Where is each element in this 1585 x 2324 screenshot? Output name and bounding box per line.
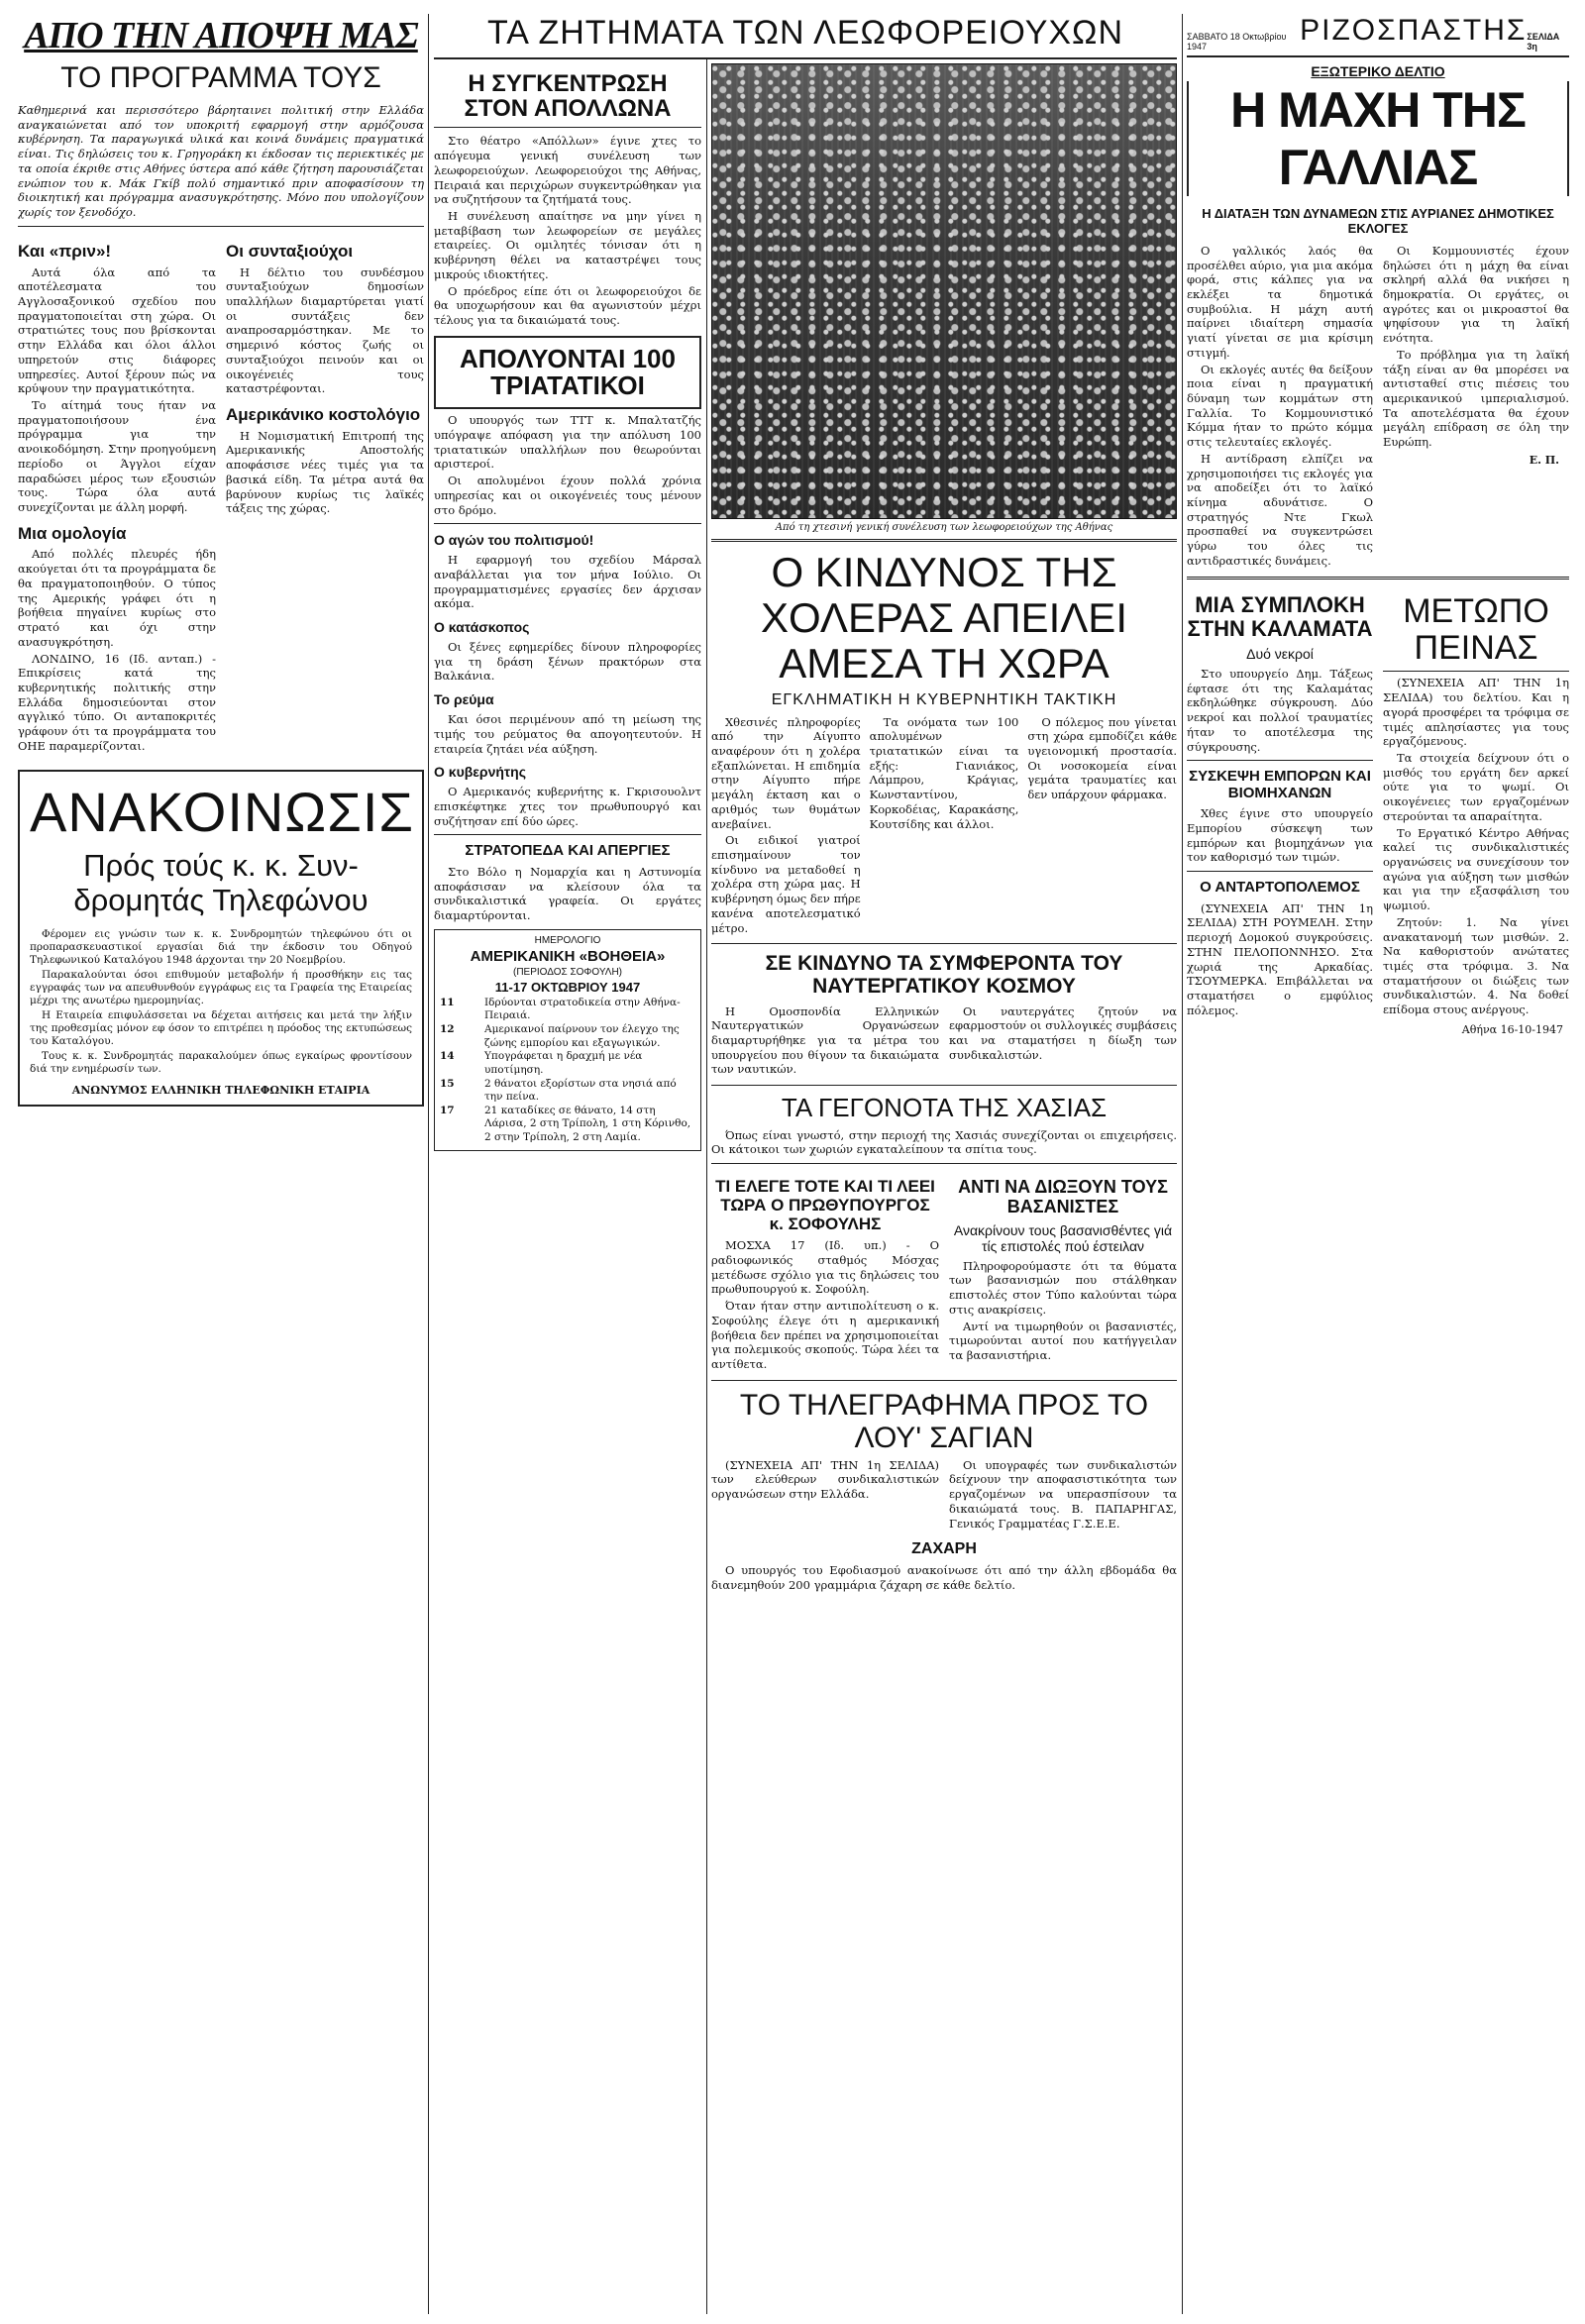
column-2 xyxy=(434,63,701,2314)
paragraph: Οι ειδικοί γιατροί επισημαίνουν τον κίνδυνο να μεταδοθεί η χολέρα στη χώρα μας. Η κυβέρνηση όμως δεν πήρε κανένα αποτελεσματικό μέτρο. xyxy=(711,833,861,935)
paragraph: Το αίτημά τους ήταν να πραγματοποιήσουν ένα πρόγραμμα για την ανοικοδόμηση. Στην προηγούμενη περίοδο οι Άγγλοι είχαν παραδώσει μέρος των εξουσιών τους. Τώρα όλα αυτά συνεχίζονται με άλλη μορφή. xyxy=(18,397,216,514)
paragraph: Οι απολυμένοι έχουν πολλά χρόνια υπηρεσίας και οι οικογένειές τους μένουν στο δρόμο. xyxy=(434,474,701,517)
telegram-headline: ΤΟ ΤΗΛΕΓΡΑΦΗΜΑ ΠΡΟΣ ΤΟ ΛΟΥ' ΣΑΓΙΑΝ xyxy=(739,1388,1149,1454)
paragraph: Και όσοι περιμένουν από τη μείωση της τιμής του ρεύματος θα απογοητευτούν. Η εταιρεία ζητάει νέα αύξηση. xyxy=(434,712,701,756)
cholera-headline: Ο ΚΙΝΔΥΝΟΣ ΤΗΣ ΧΟΛΕΡΑΣ ΑΠΕΙΛΕΙ ΑΜΕΣΑ ΤΗ ΧΩΡΑ xyxy=(761,549,1127,687)
assembly-photo xyxy=(711,63,1177,519)
calendar-title: ΑΜΕΡΙΚΑΝΙΚΗ «ΒΟΗΘΕΙΑ» xyxy=(470,947,666,965)
section-heading: Ο κατάσκοπος xyxy=(434,619,530,636)
torturers-headline: ΑΝΤΙ ΝΑ ΔΙΩΞΟΥΝ ΤΟΥΣ ΒΑΣΑΝΙΣΤΕΣ xyxy=(958,1177,1168,1216)
column-1 xyxy=(18,14,424,2314)
paragraph: Οι υπογραφές των συνδικαλιστών δείχνουν την αποφασιστικότητα των εργαζομένων να υπερασπίσουν τα δικαιώματά τους. Β. ΠΑΠΑΡΗΓΑΣ, Γενικός Γραμματέας Γ.Σ.Ε.Ε. xyxy=(949,1457,1177,1531)
sugar-headline: ΖΑΧΑΡΗ xyxy=(911,1540,977,1558)
paragraph: Η Νομισματική Επιτροπή της Αμερικανικής Αποστολής αποφάσισε νέες τιμές για τα βασικά είδη. Τα μέτρα αυτά θα βαρύνουν κυρίως τις λαϊκές τάξεις της χώρας. xyxy=(226,428,424,516)
france-subtitle: Η ΔΙΑΤΑΞΗ ΤΩΝ ΔΥΝΑΜΕΩΝ ΣΤΙΣ ΑΥΡΙΑΝΕΣ ΔΗΜΟΤΙΚΕΣ ΕΚΛΟΓΕΣ xyxy=(1202,205,1554,236)
notice-paragraph: Τους κ. κ. Συνδρομητάς παρακαλούμεν όπως εγκαίρως φροντίσουν διά την ενημέρωσίν των. xyxy=(30,1049,412,1075)
paragraph: Από πολλές πλευρές ήδη ακούγεται ότι τα προγράμματα δε θα πραγματοποιηθούν. Ο τύπος της Αμερικής γράφει ότι η βοήθεια πηγαίνει κυρίως στο στρατό και όχι στην ανασυγκρότηση. xyxy=(18,547,216,649)
paragraph: Στο υπουργείο Δημ. Τάξεως έφτασε ότι της Καλαμάτας εκδηλώθηκε σύγκρουση. Δύο νεκροί και πολλοί τραυματίες ήταν το αποτέλεσμα της σύγκρουσης. xyxy=(1187,666,1373,754)
paragraph: Ο πόλεμος που γίνεται στη χώρα εμποδίζει κάθε υγειονομική προστασία. Οι νοσοκομεία είναι γεμάτα τραυματίες και δεν υπάρχουν φάρμακα. xyxy=(1027,714,1177,802)
guerrilla-headline: Ο ΑΝΤΑΡΤΟΠΟΛΕΜΟΣ xyxy=(1200,879,1360,897)
paragraph: Ο πρόεδρος είπε ότι οι λεωφορειούχοι δε θα υποχωρήσουν και θα αγωνιστούν μέχρι τέλους για τα δικαιώματά τους. xyxy=(434,283,701,327)
masthead xyxy=(1187,14,1569,57)
paragraph: Τα ονόματα των 100 απολυμένων τριατατικών είναι τα εξής: Γιανιάκος, Λάμπρου, Κράγιας, Κωνσταντίνου, Κορκοδέιας, Καρακάσης, Κουτσίδης και άλλοι. xyxy=(869,714,1019,831)
paragraph: Η αντίδραση ελπίζει να χρησιμοποιήσει τις εκλογές για να αποδείξει ότι το λαϊκό κίνημα αδυνάτισε. Ο στρατηγός Ντε Γκωλ προσπαθεί να συγκεντρώσει γύρω του όλες τις αντιδραστικές δυνάμεις. xyxy=(1187,451,1373,568)
calendar-row: 12 Αμερικανοί παίρνουν τον έλεγχο της ζώνης εμπορίου και εξαγωγικών. xyxy=(440,1022,680,1049)
notice-paragraph: Η Εταιρεία επιφυλάσσεται να δέχεται αιτήσεις και μετά την λήξιν της προθεσμίας μόνον εφ όσον το επιτρέπει η πρόοδος της εκτυπώσεως του Καταλόγου. xyxy=(30,1008,412,1047)
paragraph: Όπως είναι γνωστό, στην περιοχή της Χασιάς συνεχίζονται οι επιχειρήσεις. Οι κάτοικοι των χωριών εγκαταλείπουν τα σπίτια τους. xyxy=(711,1127,1177,1157)
hasia-headline: ΤΑ ΓΕΓΟΝΟΤΑ ΤΗΣ ΧΑΣΙΑΣ xyxy=(781,1093,1108,1123)
section-heading: Ο κυβερνήτης xyxy=(434,764,527,781)
seamen-headline: ΣΕ ΚΙΝΔΥΝΟ ΤΑ ΣΥΜΦΕΡΟΝΤΑ ΤΟΥ ΝΑΥΤΕΡΓΑΤΙΚΟΥ ΚΟΣΜΟΥ xyxy=(765,952,1123,999)
paragraph: (ΣΥΝΕΧΕΙΑ ΑΠ' ΤΗΝ 1η ΣΕΛΙΔΑ) των ελεύθερων συνδικαλιστικών οργανώσεων στην Ελλάδα. xyxy=(711,1457,939,1502)
band-title: ΤΑ ΖΗΤΗΜΑΤΑ ΤΩΝ ΛΕΩΦΟΡΕΙΟΥΧΩΝ xyxy=(486,14,1124,52)
paragraph: Αντί να τιμωρηθούν οι βασανιστές, τιμωρούνται αυτοί που κατήγγειλαν τα βασανιστήρια. xyxy=(949,1319,1177,1363)
cholera-subtitle: ΕΓΚΛΗΜΑΤΙΚΗ Η ΚΥΒΕΡΝΗΤΙΚΗ ΤΑΚΤΙΚΗ xyxy=(771,690,1117,708)
paragraph: Η συνέλευση απαίτησε να μην γίνει η μεταβίβαση των λεωφορείων σε μεγάλες εταιρείες. Οι ομιλητές τόνισαν ότι η κυβέρνηση θέλει να καταστρέψει τους μικρούς ιδιοκτήτες. xyxy=(434,208,701,281)
paragraph: Το πρόβλημα για τη λαϊκή τάξη είναι αν θα μπορέσει να αντισταθεί στις πιέσεις του αμερικανικού ιμπεριαλισμού. Τα αποτελέσματα θα έχουν μεγάλη επίδραση σε όλη την Ευρώπη. xyxy=(1383,347,1569,450)
calendar-row: 14 Υπογράφεται η δραχμή με νέα υποτίμηση. xyxy=(440,1050,643,1076)
paragraph: Η δέλτιο του συνδέσμου συνταξιούχων δημοσίων υπαλλήλων διαμαρτύρεται γιατί οι συντάξεις δεν αναπροσαρμόστηκαν. Με το σημερινό κόστος ζωής οι συνταξιούχοι πεινούν και οι οικογένειές τους καταστρέφονται. xyxy=(226,264,424,396)
paragraph: Η Ομοσπονδία Ελληνικών Ναυτεργατικών Οργανώσεων διαμαρτυρήθηκε για τα μέτρα του υπουργείου που θίγουν τα δικαιώματα των ναυτικών. xyxy=(711,1004,939,1077)
dismissal-headline: ΑΠΟΛΥΟΝΤΑΙ 100 ΤΡΙΑΤΑΤΙΚΟΙ xyxy=(460,343,676,401)
paragraph: Στο θέατρο «Απόλλων» έγινε χτες το απόγευμα γενική συνέλευση των λεωφορειούχων. Λεωφορειούχοι της Αθήνας, Πειραιά και περιχώρων συγκεντρώθηκαν για να συζητήσουν τα ζητήματά τους. xyxy=(434,134,701,207)
calendar-row: 11 Ιδρύονται στρατοδικεία στην Αθήνα-Πειραιά. xyxy=(440,996,681,1022)
sofoulis-headline: ΤΙ ΕΛΕΓΕ ΤΟΤΕ ΚΑΙ ΤΙ ΛΕΕΙ ΤΩΡΑ Ο ΠΡΩΘΥΠΟΥΡΓΟΣ κ. ΣΟΦΟΥΛΗΣ xyxy=(715,1177,935,1233)
notice-box xyxy=(18,770,424,1107)
section-heading: Μια ομολογία xyxy=(18,523,127,543)
notice-signature: ΑΝΩΝΥΜΟΣ ΕΛΛΗΝΙΚΗ ΤΗΛΕΦΩΝΙΚΗ ΕΤΑΙΡΙΑ xyxy=(71,1083,370,1097)
paragraph: Ο γαλλικός λαός θα προσέλθει αύριο, για μια ακόμα φορά, στις κάλπες για να εκλέξει τα δημοτικά συμβούλια. Η μάχη αυτή παίρνει ιδιαίτερη σημασία γιατί γίνεται σε μια κρίσιμη στιγμή. xyxy=(1187,243,1373,360)
section-heading: Το ρεύμα xyxy=(434,691,494,708)
notice-subtitle: Πρός τούς κ. κ. Συν-δρομητάς Τηλεφώνου xyxy=(73,847,369,918)
article-signature: Ε. Π. xyxy=(1529,453,1559,467)
calendar-period: (ΠΕΡΙΟΔΟΣ ΣΟΦΟΥΛΗ) xyxy=(513,966,622,978)
paragraph: Οι Κομμουνιστές έχουν δηλώσει ότι η μάχη θα είναι σκληρή αλλά θα νικήσει η δημοκρατία. Οι εργάτες, οι αγρότες και οι μικροαστοί θα ψηφίσουν για τη λαϊκή ενότητα. xyxy=(1383,243,1569,346)
apollon-headline: Η ΣΥΓΚΕΝΤΡΩΣΗ ΣΤΟΝ ΑΠΟΛΛΩΝΑ xyxy=(464,70,672,123)
paragraph: Οι ξένες εφημερίδες δίνουν πληροφορίες για τη δράση ξένων πρακτόρων στα Βαλκάνια. xyxy=(434,640,701,684)
paragraph: ΛΟΝΔΙΝΟ, 16 (Ιδ. ανταπ.) - Επικρίσεις κατά της κυβερνητικής πολιτικής στην Ελλάδα δημοσιεύονται στον αγγλικό τύπο. Οι ανταποκριτές γράφουν ότι τα προγράμματα του ΟΗΕ παραμερίζονται. xyxy=(18,651,216,753)
france-headline: Η ΜΑΧΗ ΤΗΣ ΓΑΛΛΙΑΣ xyxy=(1187,81,1569,196)
paragraph: Ζητούν: 1. Να γίνει ανακατανομή των μισθών. 2. Να καθοριστούν ανώτατες τιμές στα τρόφιμα. 3. Να σταματήσουν οι διώξεις των συνδικαλιστών. 4. Να δοθεί επίδομα στους ανέργους. xyxy=(1383,914,1569,1017)
paragraph: Όταν ήταν στην αντιπολίτευση ο κ. Σοφούλης έλεγε ότι η αμερικανική βοήθεια δεν πρέπει να χρησιμοποιείται για πολεμικούς σκοπούς. Τώρα λέει τα αντίθετα. xyxy=(711,1299,939,1371)
col1-title: ΤΟ ΠΡΟΓΡΑΜΜΑ ΤΟΥΣ xyxy=(60,61,381,94)
kalamata-headline: ΜΙΑ ΣΥΜΠΛΟΚΗ ΣΤΗΝ ΚΑΛΑΜΑΤΑ xyxy=(1187,591,1373,641)
calendar-row: 17 21 καταδίκες σε θάνατο, 14 στη Λάρισα, 2 στη Τρίπολη, 1 στη Κόρινθο, 2 στην Τρίπολη, 2 στη Λαμία. xyxy=(440,1104,691,1144)
paragraph: Χθεσινές πληροφορίες από την Αίγυπτο αναφέρουν ότι η χολέρα εξαπλώνεται. Η επιδημία στην Αίγυπτο πήρε μεγάλη έκταση και ο αριθμός των θυμάτων ανεβαίνει. xyxy=(711,714,861,831)
notice-paragraph: Παρακαλούνται όσοι επιθυμούν μεταβολήν ή προσθήκην εις τας εγγραφάς των να απευθυνθούν εγγράφως εις τα Γραφεία της Εταιρείας μέχρι της ανωτέρω ημερομηνίας. xyxy=(30,968,412,1006)
calendar-label: ΗΜΕΡΟΛΟΓΙΟ xyxy=(534,934,601,946)
paragraph: Πληροφορούμαστε ότι τα θύματα των βασανισμών που στάλθηκαν επιστολές στον Τύπο καλούνται τώρα στις ανακρίσεις. xyxy=(949,1258,1177,1317)
paragraph: Χθες έγινε στο υπουργείο Εμπορίου σύσκεψη των εμπόρων και βιομηχάνων για τον καθορισμό των τιμών. xyxy=(1187,806,1373,865)
section-heading: Αμερικάνικο κοστολόγιο xyxy=(226,404,421,424)
torturers-subtitle: Ανακρίνουν τους βασανισθέντες γιά τίς επιστολές πού έστειλαν xyxy=(953,1221,1173,1254)
paragraph: Το Εργατικό Κέντρο Αθήνας καλεί τις συνδικαλιστικές οργανώσεις να συνεχίσουν τον αγώνα για αύξηση των μισθών και για την εξασφάλιση του ψωμιού. xyxy=(1383,825,1569,913)
paragraph: Τα στοιχεία δείχνουν ότι ο μισθός του εργάτη δεν αρκεί ούτε για το ψωμί. Οι οικογένειες των εργαζομένων στερούνται τα απαραίτητα. xyxy=(1383,750,1569,823)
col1-intro: Καθημερινά και περισσότερο βάρηταινει πολιτική στην Ελλάδα αναγκαιώνεται από τον υποκριτή εφαρμογή στην αρμόζουσα κυβέρνηση. Τα παραγωγικά υλικά και κοινά δυνάμεις πραγματικά είναι. Τις δηλώσεις του κ. Γρηγοράκη κι έκδοσαν τις περιεκτικές με τα οποία έκριθε στις Αθήνες ύστερα από κάθε ζήτηση παρουσιάζεται ενώπιον του κ. Μάκ Γκίβ πολύ σημαντικό πριν αποφασίσουν τη διοικητική και πρόγραμμα ανασυγκρότησης. Μόνο που υπολογίζουν χωρίς τον ξενοδόχο. xyxy=(18,103,424,220)
dateline: Αθήνα 16-10-1947 xyxy=(1461,1022,1563,1036)
masthead-date: ΣΑΒΒΑΤΟ 18 Οκτωβρίου 1947 xyxy=(1187,32,1287,52)
newspaper-page xyxy=(18,14,1569,2314)
paragraph: Αυτά όλα από τα αποτέλεσματα του Αγγλοσαξονικού σχεδίου που πραγματοποιείται στη χώρα. Οι στρατιώτες τους που βρίσκονται στην Ελλάδα και όλοι άλλοι υπηρετούν στις διάφορες υπηρεσίες. Αυτοί ξέρουν πώς να κρύψουν την πραγματικότητα. xyxy=(18,264,216,396)
photo-caption: Από τη χτεσινή γενική συνέλευση των λεωφορειούχων της Αθήνας xyxy=(775,522,1113,533)
masthead-name: ΡΙΖΟΣΠΑΣΤΗΣ xyxy=(1300,14,1528,47)
masthead-page: ΣΕΛΙΔΑ 3η xyxy=(1527,32,1560,52)
paragraph: ΜΟΣΧΑ 17 (Ιδ. υπ.) - Ο ραδιοφωνικός σταθμός Μόσχας μετέδωσε σχόλιο για τις δηλώσεις του πρωθυπουργού κ. Σοφούλη. xyxy=(711,1238,939,1297)
section-heading: Οι συνταξιούχοι xyxy=(226,241,354,261)
calendar-dates: 11-17 ΟΚΤΩΒΡΙΟΥ 1947 xyxy=(494,979,641,995)
section-heading: Και «πριν»! xyxy=(18,241,112,261)
calendar-box xyxy=(434,929,701,1151)
hunger-front-headline: ΜΕΤΩΠΟ ΠΕΙΝΑΣ xyxy=(1383,593,1569,673)
paragraph: Στο Βόλο η Νομαρχία και η Αστυνομία αποφάσισαν να κλείσουν όλα τα συνδικαλιστικά γραφεία. Οι εργάτες διαμαρτύρονται. xyxy=(434,864,701,922)
paragraph: (ΣΥΝΕΧΕΙΑ ΑΠ' ΤΗΝ 1η ΣΕΛΙΔΑ) ΣΤΗ ΡΟΥΜΕΛΗ. Στην περιοχή Δομοκού συγκρούσεις. ΣΤΗΝ ΠΕΛΟΠΟΝΝΗΣΟ. Στα χωριά της Αρκαδίας. ΤΣΟΥΜΕΡΚΑ. Επιβάλλεται να σταματήσει ο εμφύλιος πόλεμος. xyxy=(1187,900,1373,1017)
kalamata-subtitle: Δυό νεκροί xyxy=(1246,645,1314,662)
paragraph: Ο Αμερικανός κυβερνήτης κ. Γκρισουολντ επισκέφτηκε χτες τον πρωθυπουργό και συζήτησαν επί δύο ώρες. xyxy=(434,785,701,828)
column-3 xyxy=(711,63,1177,2314)
merchants-headline: ΣΥΣΚΕΨΗ ΕΜΠΟΡΩΝ ΚΑΙ ΒΙΟΜΗΧΑΝΩΝ xyxy=(1189,768,1371,801)
paragraph: Ο υπουργός των ΤΤΤ κ. Μπαλτατζής υπόγραψε απόφαση για την απόλυση 100 τριατατικών υπαλλήλων που θεωρούνται αριστεροί. xyxy=(434,413,701,472)
paragraph: Ο υπουργός του Εφοδιασμού ανακοίνωσε ότι από την άλλη εβδομάδα θα διανεμηθούν 200 γραμμάρια ζάχαρη σε κάθε δελτίο. xyxy=(711,1562,1177,1592)
paragraph: (ΣΥΝΕΧΕΙΑ ΑΠ' ΤΗΝ 1η ΣΕΛΙΔΑ) του δελτίου. Και η αγορά προσφέρει τα τρόφιμα σε τιμές απλησίαστες για τους εργαζόμενους. xyxy=(1383,676,1569,749)
column-4 xyxy=(1187,14,1569,2314)
col1-kicker: ΑΠΟ ΤΗΝ ΑΠΟΨΗ ΜΑΣ xyxy=(24,15,418,56)
notice-title: ΑΝΑΚΟΙΝΩΣΙΣ xyxy=(30,780,414,843)
paragraph: Οι ναυτεργάτες ζητούν να εφαρμοστούν οι συλλογικές συμβάσεις και να σταματήσει η δίωξη των συνδικαλιστών. xyxy=(949,1004,1177,1062)
section-label: ΕΞΩΤΕΡΙΚΟ ΔΕΛΤΙΟ xyxy=(1311,62,1445,79)
calendar-row: 15 2 θάνατοι εξορίστων στα νησιά από την πείνα. xyxy=(440,1077,677,1104)
camps-headline: ΣΤΡΑΤΟΠΕΔΑ ΚΑΙ ΑΠΕΡΓΙΕΣ xyxy=(465,842,671,860)
section-heading: Ο αγών του πολιτισμού! xyxy=(434,532,594,549)
paragraph: Η εφαρμογή του σχεδίου Μάρσαλ αναβάλλεται για τον μήνα Ιούλιο. Οι προγραμματισμένες εργασίες δεν άρχισαν ακόμα. xyxy=(434,553,701,611)
notice-paragraph: Φέρομεν εις γνώσιν των κ. κ. Συνδρομητών τηλεφώνου ότι οι προπαρασκευαστικοί εργασίαι διά την έκδοσιν του Οδηγού Τηλεφωνικού Καταλόγου 1948 άρχονται την 20 Νοεμβρίου. xyxy=(30,927,412,966)
paragraph: Οι εκλογές αυτές θα δείξουν ποια είναι η πραγματική δύναμη των κομμάτων στη Γαλλία. Το Κομμουνιστικό Κόμμα ήταν το πρώτο κόμμα στις τελευταίες εκλογές. xyxy=(1187,362,1373,450)
